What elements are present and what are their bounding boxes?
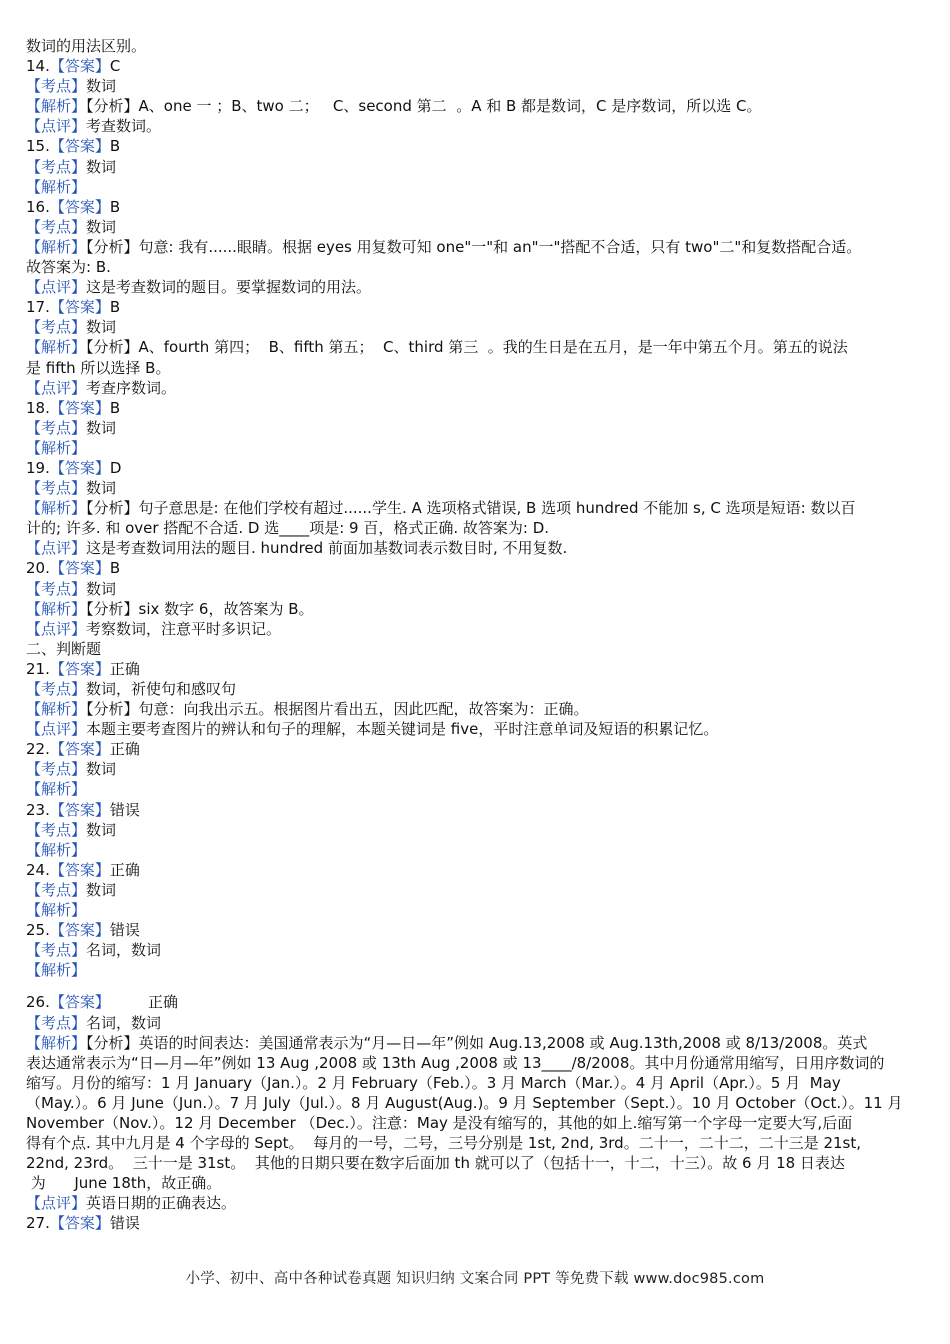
text-line	[26, 1093, 926, 1113]
annotation-line	[26, 177, 926, 197]
line-text: 数词	[86, 820, 117, 839]
line-text: 【分析】A、fourth 第四； B、fifth 第五； C、third 第三 。我的生日是在五月，是一年中第五个月。第五的说法	[86, 338, 848, 357]
line-text: 【分析】A、one 一 ；B、two 二； C、second 第二 。A 和 B 都是数词，C 是序数词，所以选 C。	[86, 97, 762, 116]
question-number: 20.	[26, 559, 50, 578]
annotation-line	[26, 157, 926, 177]
line-text: 考查数词。	[86, 117, 162, 136]
section-tag: 【点评】	[26, 1194, 87, 1213]
page-footer: 小学、初中、高中各种试卷真题 知识归纳 文案合同 PPT 等免费下载 www.doc985.com	[185, 1271, 765, 1287]
question-number: 15.	[26, 137, 50, 156]
section-tag: 【点评】	[26, 278, 87, 297]
section-tag: 【答案】	[49, 1214, 110, 1233]
line-text: 数词	[86, 418, 117, 437]
section-tag: 【解析】	[26, 599, 87, 618]
section-tag: 【答案】	[49, 398, 110, 417]
section-tag: 【答案】	[49, 740, 110, 759]
line-text: 正确	[109, 659, 140, 678]
section-tag: 【考点】	[26, 820, 87, 839]
line-text: 数词	[86, 479, 117, 498]
line-text: 数词，祈使句和感叹句	[86, 680, 237, 698]
line-text: 为 June 18th，故正确。	[26, 1174, 222, 1193]
section-tag: 【答案】	[49, 559, 110, 578]
line-text: 英语日期的正确表达。	[86, 1194, 237, 1213]
section-tag: 【答案】	[49, 659, 110, 678]
annotation-line	[26, 1193, 926, 1213]
line-text: 名词，数词	[86, 941, 162, 960]
answer-line	[26, 197, 926, 217]
line-text: 缩写。月份的缩写：1 月 January（Jan.）。2 月 February（Feb.）。3 月 March（Mar.）。4 月 April（Apr.）。5 月 May	[26, 1073, 841, 1092]
line-text: B	[109, 137, 121, 156]
annotation-line	[26, 960, 926, 980]
line-text: 表达通常表示为“日—月—年”例如 13 Aug ,2008 或 13th Aug ,2008 或 13____/8/2008。其中月份通常用缩写，日用序数词的	[26, 1053, 885, 1072]
question-number: 27.	[26, 1214, 50, 1233]
line-text: B	[109, 197, 121, 216]
annotation-line	[26, 699, 926, 719]
annotation-line	[26, 217, 926, 237]
line-text: 这是考查数词用法的题目. hundred 前面加基数词表示数目时, 不用复数.	[86, 539, 568, 558]
line-text: 【分析】句意：向我出示五。根据图片看出五，因此匹配，故答案为：正确。	[86, 700, 589, 719]
annotation-line	[26, 237, 926, 257]
section-tag: 【答案】	[49, 993, 110, 1012]
line-text: 数词	[86, 217, 117, 236]
line-text: 是 fifth 所以选择 B。	[26, 358, 171, 377]
document-body	[26, 36, 926, 1234]
annotation-line	[26, 880, 926, 900]
line-text: 数词	[86, 760, 117, 779]
annotation-line	[26, 779, 926, 799]
line-text: 得有个点. 其中九月是 4 个字母的 Sept。 每月的一号，二号，三号分别是 1st, 2nd, 3rd。二十一，二十二，二十三是 21st,	[26, 1134, 862, 1153]
section-tag: 【答案】	[49, 921, 110, 940]
annotation-line	[26, 317, 926, 337]
section-tag: 【考点】	[26, 941, 87, 960]
text-line	[26, 36, 926, 56]
line-text: 错误	[109, 1214, 140, 1233]
answer-line	[26, 739, 926, 759]
annotation-line	[26, 619, 926, 639]
line-text: 22nd, 23rd。 三十一是 31st。 其他的日期只要在数字后面加 th 就可以了（包括十一，十二，十三）。故 6 月 18 日表达	[26, 1154, 845, 1173]
section-tag: 【解析】	[26, 1033, 87, 1052]
answer-line	[26, 659, 926, 679]
section-tag: 【考点】	[26, 157, 87, 176]
section-tag: 【点评】	[26, 539, 87, 558]
section-tag: 【解析】	[26, 840, 87, 859]
annotation-line	[26, 498, 926, 518]
line-text: 考查序数词。	[86, 378, 177, 397]
text-line	[26, 1153, 926, 1173]
answer-line	[26, 458, 926, 478]
line-text: 正确	[109, 860, 140, 879]
section-tag: 【答案】	[49, 57, 110, 76]
question-number: 25.	[26, 921, 50, 940]
line-text: （May.）。6 月 June（Jun.）。7 月 July（Jul.）。8 月 August(Aug.)。9 月 September（Sept.）。10 月 October（Oct.）。11 月	[26, 1093, 903, 1112]
annotation-line	[26, 277, 926, 297]
section-tag: 【考点】	[26, 680, 87, 698]
answer-line	[26, 398, 926, 418]
section-tag: 【考点】	[26, 760, 87, 779]
text-line	[26, 1053, 926, 1073]
question-number: 23.	[26, 800, 50, 819]
section-tag: 【解析】	[26, 338, 87, 357]
annotation-line	[26, 337, 926, 357]
answer-line	[26, 558, 926, 578]
question-number: 18.	[26, 398, 50, 417]
line-text: 【分析】句意: 我有......眼睛。根据 eyes 用复数可知 one"一"和 an"一"搭配不合适，只有 two"二"和复数搭配合适。	[86, 237, 862, 256]
section-tag: 【答案】	[49, 458, 110, 477]
line-text: B	[109, 559, 121, 578]
line-text: 二、判断题	[26, 639, 102, 658]
annotation-line	[26, 599, 926, 619]
line-text: B	[109, 298, 121, 317]
section-tag: 【答案】	[49, 860, 110, 879]
line-text: 数词	[86, 579, 117, 598]
line-text: 本题主要考查图片的辨认和句子的理解，本题关键词是 five，平时注意单词及短语的积累记忆。	[86, 720, 719, 739]
section-tag: 【点评】	[26, 720, 87, 739]
annotation-line	[26, 96, 926, 116]
section-tag: 【答案】	[49, 137, 110, 156]
section-tag: 【点评】	[26, 117, 87, 136]
text-line	[26, 518, 926, 538]
section-tag: 【解析】	[26, 499, 87, 518]
section-tag: 【点评】	[26, 619, 87, 638]
section-tag: 【解析】	[26, 961, 87, 980]
annotation-line	[26, 116, 926, 136]
section-tag: 【考点】	[26, 77, 87, 96]
line-text: 数词	[86, 77, 117, 96]
answer-line	[26, 920, 926, 940]
question-number: 16.	[26, 197, 50, 216]
line-text: 数词	[86, 157, 117, 176]
line-text: 数词	[86, 318, 117, 337]
question-number: 19.	[26, 458, 50, 477]
annotation-line	[26, 1033, 926, 1053]
text-line	[26, 639, 926, 659]
spacer	[26, 980, 926, 992]
annotation-line	[26, 76, 926, 96]
section-tag: 【解析】	[26, 237, 87, 256]
section-tag: 【解析】	[26, 901, 87, 920]
section-tag: 【考点】	[26, 1013, 87, 1032]
text-line	[26, 1173, 926, 1193]
answer-line	[26, 297, 926, 317]
line-text: 数词	[86, 880, 117, 899]
line-text: 名词，数词	[86, 1013, 162, 1032]
section-tag: 【考点】	[26, 479, 87, 498]
answer-line	[26, 800, 926, 820]
section-tag: 【考点】	[26, 318, 87, 337]
text-line	[26, 257, 926, 277]
section-tag: 【点评】	[26, 378, 87, 397]
line-text: 错误	[109, 921, 140, 940]
annotation-line	[26, 378, 926, 398]
line-text: D	[109, 458, 122, 477]
annotation-line	[26, 579, 926, 599]
question-number: 26.	[26, 993, 50, 1012]
text-line	[26, 358, 926, 378]
line-text: 故答案为: B.	[26, 258, 111, 277]
answer-line	[26, 992, 926, 1012]
question-number: 17.	[26, 298, 50, 317]
annotation-line	[26, 900, 926, 920]
text-line	[26, 1133, 926, 1153]
answer-line	[26, 860, 926, 880]
line-text: 正确	[109, 993, 179, 1012]
line-text: 计的; 许多. 和 over 搭配不合适. D 选____项是: 9 百，格式正确. 故答案为: D.	[26, 519, 550, 538]
line-text: November（Nov.）。12 月 December （Dec.）。注意：May 是没有缩写的，其他的如上.缩写第一个字母一定要大写,后面	[26, 1113, 853, 1132]
line-text: 考察数词，注意平时多识记。	[86, 619, 282, 638]
line-text: 数词的用法区别。	[26, 37, 147, 55]
annotation-line	[26, 1013, 926, 1033]
annotation-line	[26, 820, 926, 840]
annotation-line	[26, 840, 926, 860]
annotation-line	[26, 478, 926, 498]
annotation-line	[26, 679, 926, 699]
question-number: 14.	[26, 57, 50, 76]
section-tag: 【考点】	[26, 217, 87, 236]
section-tag: 【答案】	[49, 197, 110, 216]
annotation-line	[26, 759, 926, 779]
section-tag: 【考点】	[26, 880, 87, 899]
line-text: B	[109, 398, 121, 417]
annotation-line	[26, 438, 926, 458]
section-tag: 【答案】	[49, 800, 110, 819]
section-tag: 【考点】	[26, 418, 87, 437]
question-number: 24.	[26, 860, 50, 879]
line-text: 这是考查数词的题目。要掌握数词的用法。	[86, 278, 372, 297]
section-tag: 【答案】	[49, 298, 110, 317]
section-tag: 【解析】	[26, 780, 87, 799]
line-text: 【分析】six 数字 6，故答案为 B。	[86, 599, 314, 618]
line-text: 错误	[109, 800, 140, 819]
annotation-line	[26, 940, 926, 960]
line-text: C	[109, 57, 121, 76]
annotation-line	[26, 418, 926, 438]
line-text: 正确	[109, 740, 140, 759]
line-text: 【分析】英语的时间表达：美国通常表示为“月—日—年”例如 Aug.13,2008 或 Aug.13th,2008 或 8/13/2008。英式	[86, 1033, 868, 1052]
section-tag: 【考点】	[26, 579, 87, 598]
text-line	[26, 1113, 926, 1133]
annotation-line	[26, 538, 926, 558]
section-tag: 【解析】	[26, 438, 87, 457]
answer-line	[26, 56, 926, 76]
text-line	[26, 1073, 926, 1093]
line-text: 【分析】句子意思是: 在他们学校有超过......学生. A 选项格式错误, B 选项 hundred 不能加 s, C 选项是短语: 数以百	[86, 499, 856, 518]
section-tag: 【解析】	[26, 177, 87, 196]
section-tag: 【解析】	[26, 700, 87, 719]
answer-line	[26, 1213, 926, 1233]
question-number: 21.	[26, 659, 50, 678]
section-tag: 【解析】	[26, 97, 87, 116]
answer-line	[26, 136, 926, 156]
annotation-line	[26, 719, 926, 739]
question-number: 22.	[26, 740, 50, 759]
